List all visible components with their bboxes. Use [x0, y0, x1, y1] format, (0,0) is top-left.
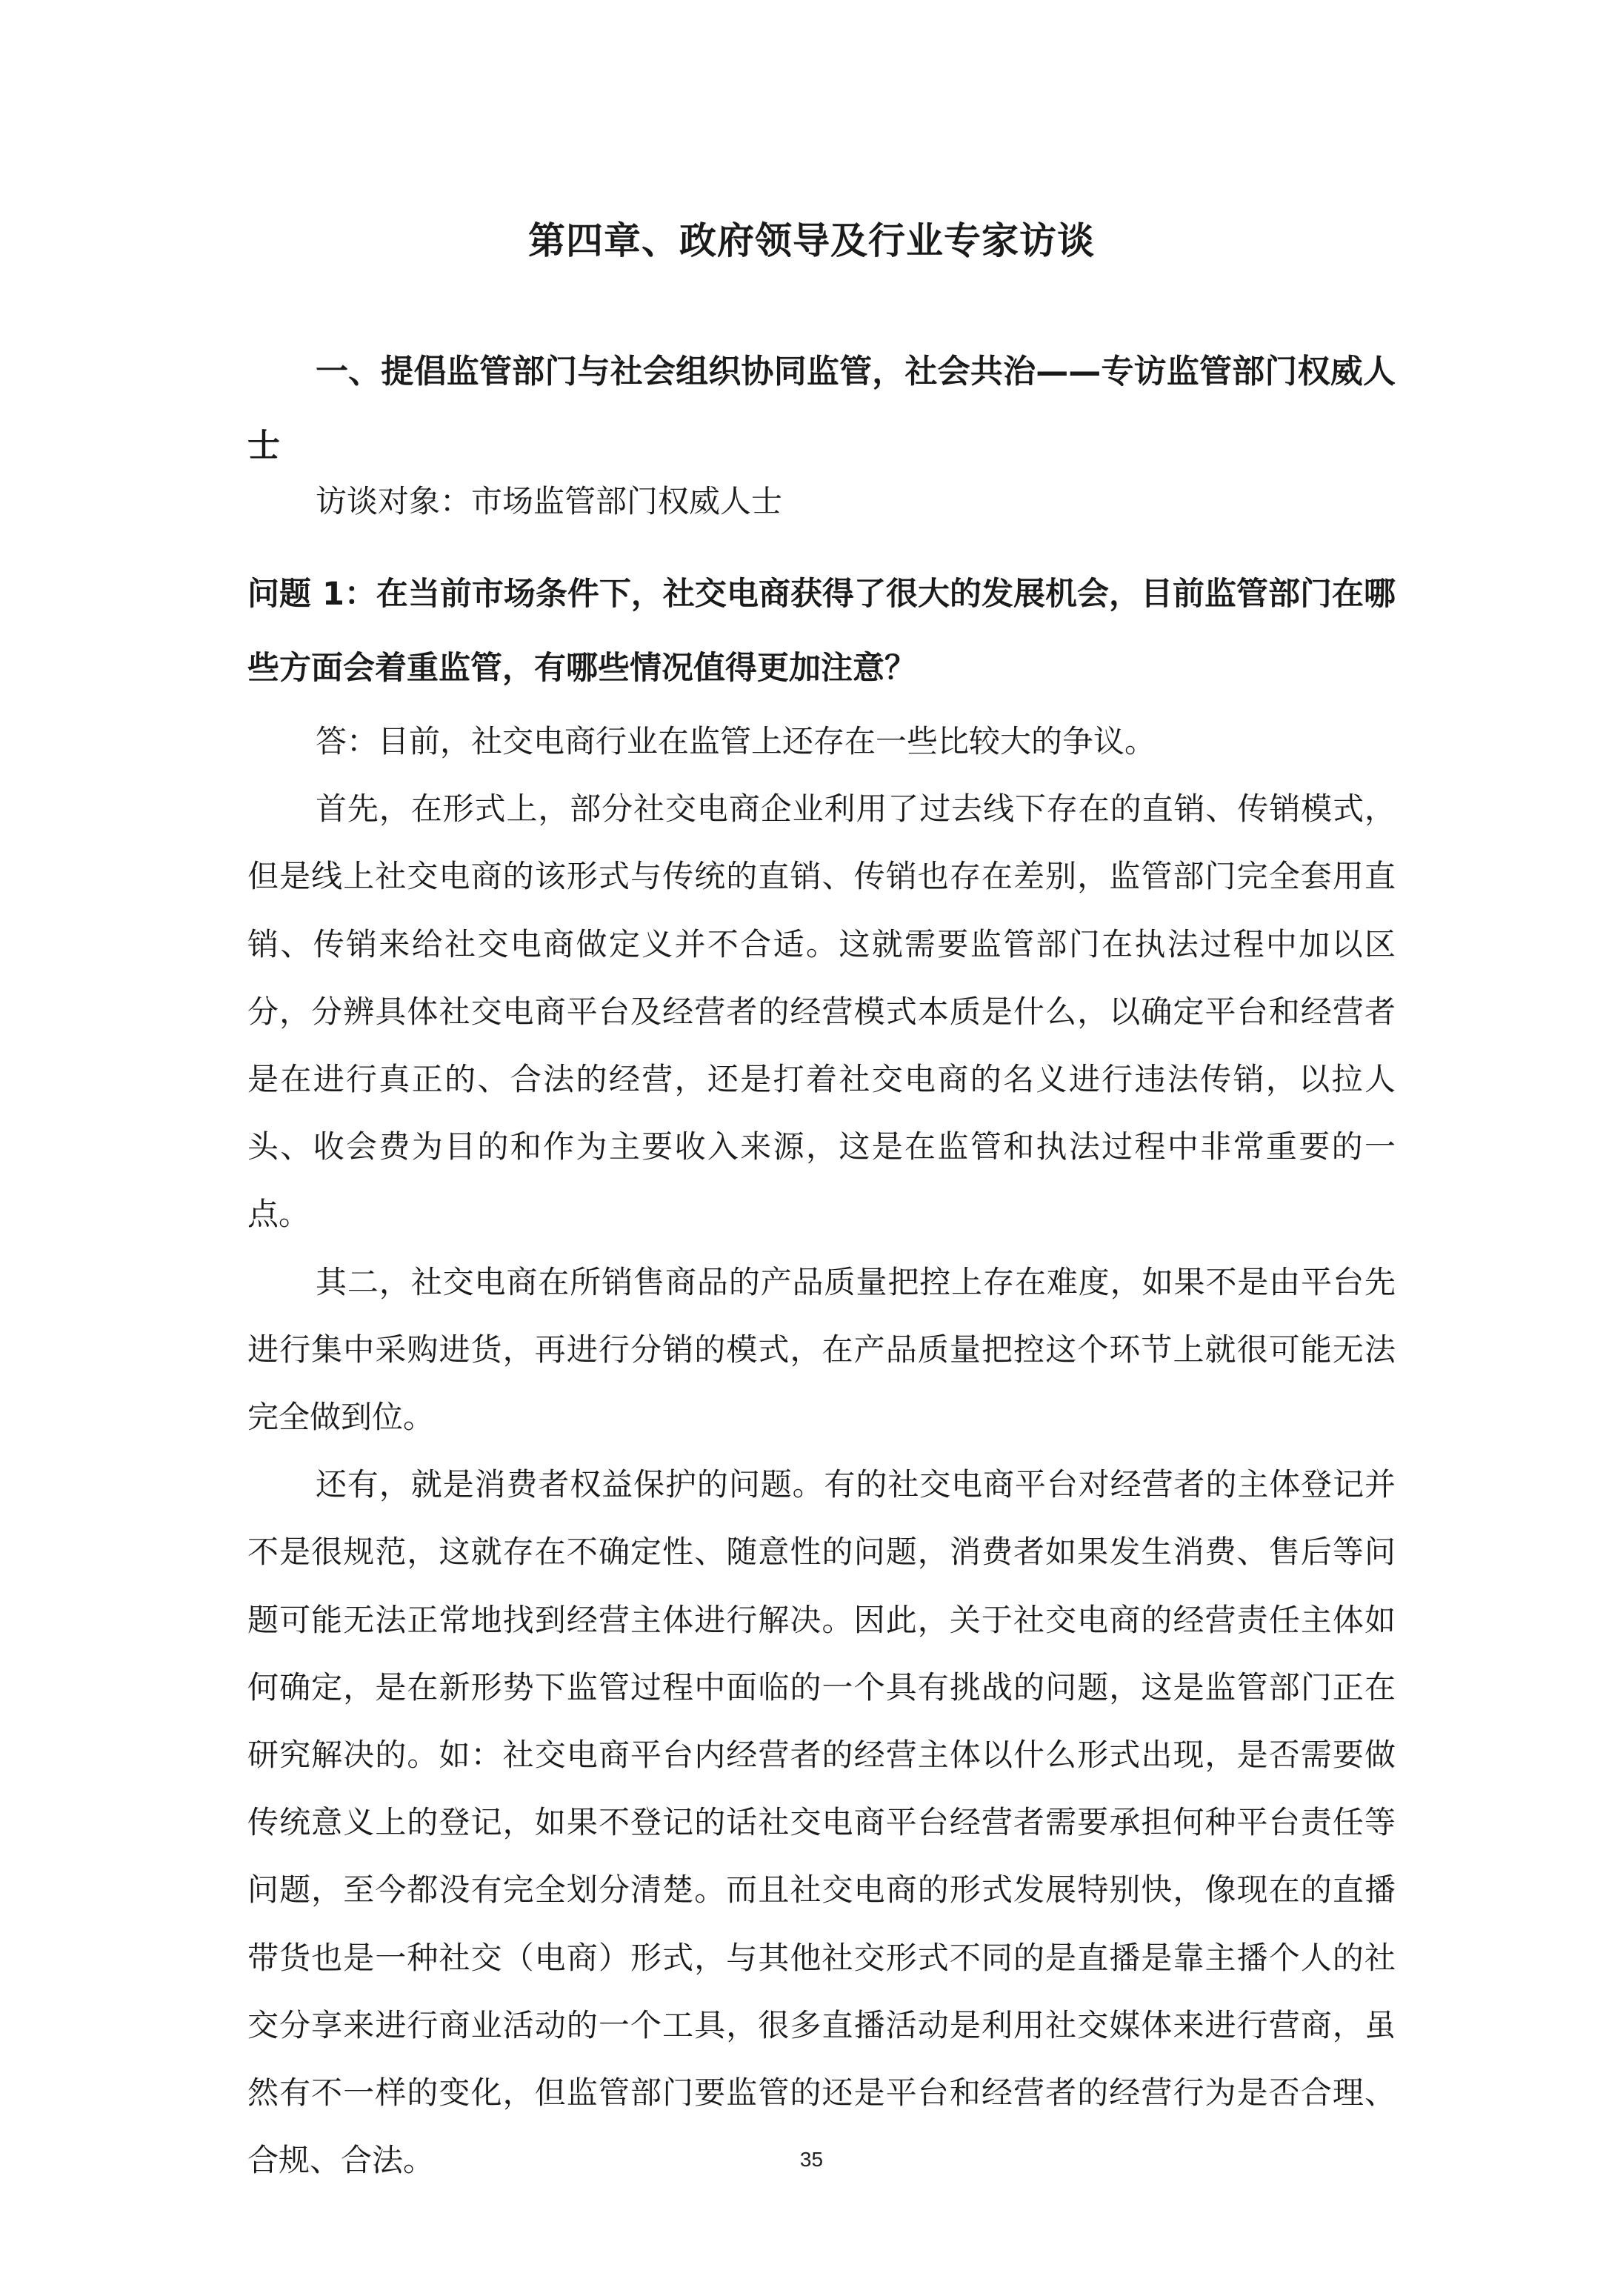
answer-paragraph: 还有，就是消费者权益保护的问题。有的社交电商平台对经营者的主体登记并不是很规范，这就存在不确定性、随意性的问题，消费者如果发生消费、售后等问题可能无法正常地找到经营主体进行解决。因此，关于社交电商的经营责任主体如何确定，是在新形势下监管过程中面临的一个具有挑战的问题，这是监管部门正在研究解决的。如：社交电商平台内经营者的经营主体以什么形式出现，是否需要做传统意义上的登记，如果不登记的话社交电商平台经营者需要承担何种平台责任等问题，至今都没有完全划分清楚。而且社交电商的形式发展特别快，像现在的直播带货也是一种社交（电商）形式，与其他社交形式不同的是直播是靠主播个人的社交分享来进行商业活动的一个工具，很多直播活动是利用社交媒体来进行营商，虽然有不一样的变化，但监管部门要监管的还是平台和经营者的经营行为是否合理、合规、合法。 [247, 1466, 1396, 2179]
answer-paragraph: 答：目前，社交电商行业在监管上还存在一些比较大的争议。 [316, 723, 1156, 759]
answer-paragraph: 首先，在形式上，部分社交电商企业利用了过去线下存在的直销、传销模式，但是线上社交电商的该形式与传统的直销、传销也存在差别，监管部门完全套用直销、传销来给社交电商做定义并不合适。这就需要监管部门在执法过程中加以区分，分辨具体社交电商平台及经营者的经营模式本质是什么，以确定平台和经营者是在进行真正的、合法的经营，还是打着社交电商的名义进行违法传销，以拉人头、收会费为目的和作为主要收入来源，这是在监管和执法过程中非常重要的一点。 [247, 791, 1396, 1233]
answer-body [247, 708, 1396, 2194]
page-number: 35 [799, 2148, 824, 2171]
question-heading: 问题 1：在当前市场条件下，社交电商获得了很大的发展机会，目前监管部门在哪些方面会着重监管，有哪些情况值得更加注意？ [247, 576, 1396, 687]
interviewee-line: 访谈对象：市场监管部门权威人士 [316, 483, 783, 519]
answer-paragraph: 其二，社交电商在所销售商品的产品质量把控上存在难度，如果不是由平台先进行集中采购进货，再进行分销的模式，在产品质量把控这个环节上就很可能无法完全做到位。 [247, 1263, 1396, 1436]
section-title: 一、提倡监管部门与社会组织协同监管，社会共治——专访监管部门权威人士 [247, 353, 1396, 465]
chapter-title: 第四章、政府领导及行业专家访谈 [528, 219, 1095, 262]
